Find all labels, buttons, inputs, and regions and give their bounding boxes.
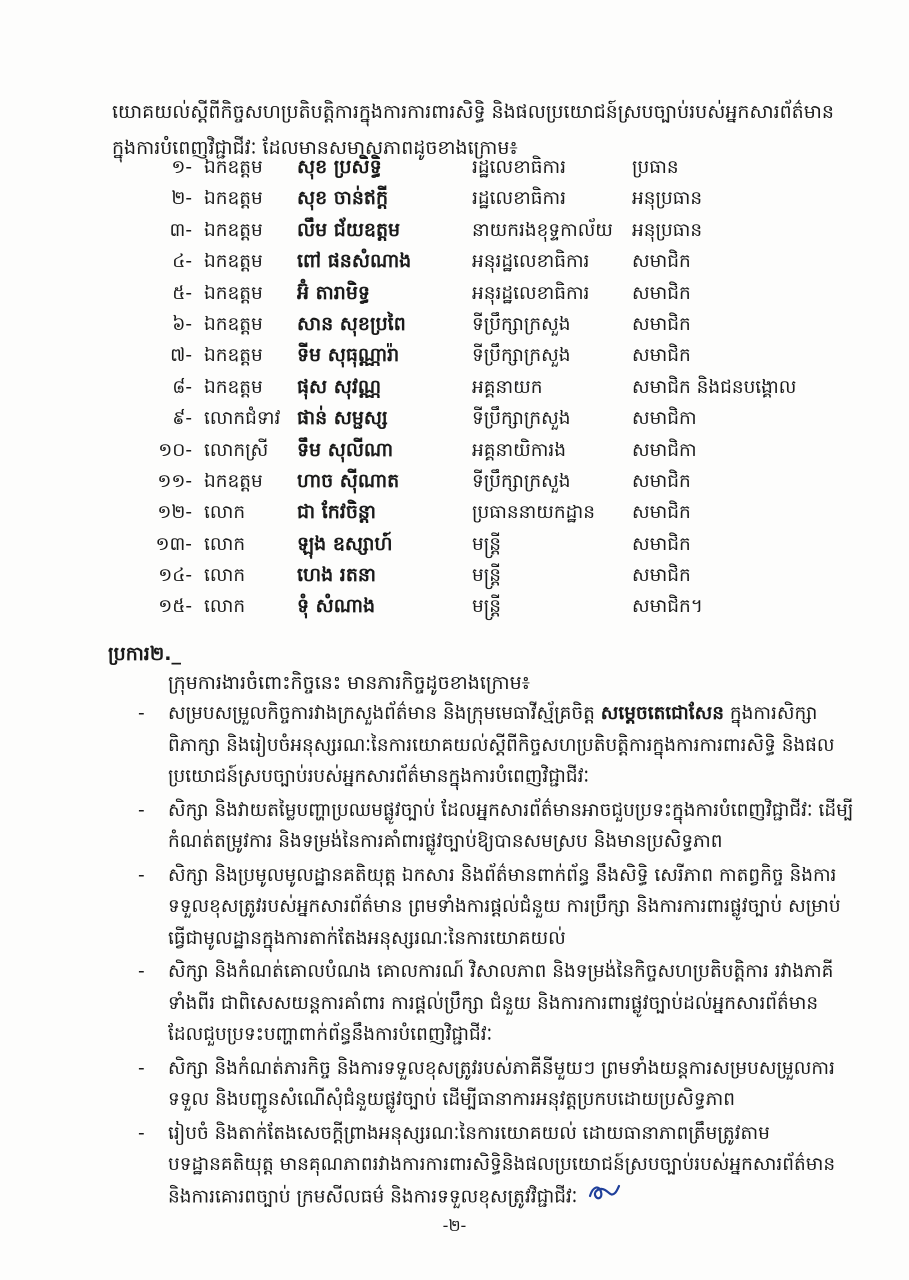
member-row — [112, 529, 872, 560]
member-role: សមាជិកា — [632, 439, 697, 461]
bullet-text: សិក្សា និងកំណត់គោលបំណង គោលការណ៍ វិសាលភាព និងទម្រង់នៃកិច្ចសហប្រតិបត្តិការ រវាងភាគីទាំងពីរ ជាពិសេសយន្តការគាំពារ ការផ្តល់ប្រឹក្សា ជំនួយ និងការការពារផ្លូវច្បាប់ដល់អ្នកសារព័ត៌មានដែលជួបប្រទះបញ្ហាពាក់ព័ន្ធនឹងការបំពេញវិជ្ជាជីវៈ — [168, 961, 834, 1045]
member-position: មន្ត្រី — [472, 533, 501, 555]
member-list — [112, 152, 872, 623]
bullet-dash: - — [138, 799, 145, 821]
list-item — [138, 795, 858, 858]
list-item — [138, 1053, 858, 1116]
member-name: ហាច ស៊ីណាត — [297, 469, 400, 492]
section-heading: ប្រការ២._ — [108, 643, 181, 665]
handwritten-initials — [587, 1181, 621, 1214]
member-name: ផុស សុវណ្ណ — [297, 375, 382, 398]
member-role: អនុប្រធាន — [632, 188, 703, 210]
member-number: ៥- — [172, 282, 192, 304]
member-title: ឯកឧត្តម — [204, 157, 263, 178]
section-intro: ក្រុមការងារចំពោះកិច្ចនេះ មានភារកិច្ចដូចខាងក្រោម៖ — [168, 672, 531, 694]
member-name: ផាន់ សម្ផស្ស — [297, 407, 388, 430]
member-row — [112, 435, 872, 466]
member-number: ១- — [171, 157, 192, 178]
bullet-text: សិក្សា និងប្រមូលមូលដ្ឋានគតិយុត្ត ឯកសារ និងព័ត៌មានពាក់ព័ន្ធ នឹងសិទ្ធិ សេរីភាព កាតព្វកិច្ច និងការទទួលខុសត្រូវរបស់អ្នកសារព័ត៌មាន ព្រមទាំងការផ្តល់ជំនួយ ការប្រឹក្សា និងការការពារផ្លូវច្បាប់ សម្រាប់ធ្វើជាមូលដ្ឋានក្នុងការតាក់តែងអនុស្សរណៈនៃការយោគយល់ — [168, 864, 841, 949]
member-position: អនុរដ្ឋលេខាធិការ — [472, 251, 590, 273]
member-name: ទីម សុធុណ្ណារ៉ា — [297, 344, 400, 367]
bullet-text: សិក្សា និងកំណត់ភារកិច្ច និងការទទួលខុសត្រូវរបស់ភាគីនីមួយៗ ព្រមទាំងយន្តការសម្របសម្រួលការទទួល និងបញ្ជូនសំណើសុំជំនួយផ្លូវច្បាប់ ដើម្បីធានាការអនុវត្តប្រកបដោយប្រសិទ្ធភាព — [168, 1057, 835, 1110]
member-name: អ៊ំ តារាមិទ្ធ — [297, 281, 370, 304]
member-role: ប្រធាន — [632, 157, 679, 178]
member-title: ឯកឧត្តម — [204, 313, 263, 335]
member-number: ៧- — [170, 345, 192, 367]
member-number: ១៣- — [155, 533, 192, 555]
member-number: ១៥- — [158, 596, 192, 618]
page-number: -២- — [442, 1216, 467, 1235]
member-role: សមាជិក — [632, 345, 691, 367]
member-name: សុខ ប្រសិទ្ធិ — [297, 156, 382, 178]
bullet-dash: - — [138, 864, 145, 886]
member-name: ជា កែវចិន្តា — [297, 501, 376, 524]
member-role: សមាជិក — [632, 502, 691, 524]
bullet-dash: - — [138, 1057, 145, 1079]
member-row — [112, 152, 872, 183]
member-title: លោកស្រី — [204, 439, 269, 461]
bullet-dash: - — [138, 1122, 145, 1144]
member-title: ឯកឧត្តម — [204, 282, 263, 304]
list-item — [138, 956, 858, 1051]
member-title: ឯកឧត្តម — [204, 251, 263, 273]
member-position: ប្រធាននាយកដ្ឋាន — [472, 502, 595, 524]
member-title: លោក — [204, 502, 246, 524]
intro-paragraph: យោគយល់ស្តីពីកិច្ចសហប្រតិបត្តិការក្នុងការការពារសិទ្ធិ និងផលប្រយោជន៍ស្របច្បាប់របស់អ្នកសារព័ត៌មានក្នុងការបំពេញវិជ្ជាជីវៈ ដែលមានសមាសភាពដូចខាងក្រោម៖ — [112, 101, 834, 159]
list-item — [138, 860, 858, 955]
member-row — [112, 372, 872, 403]
member-number: ១១- — [157, 470, 192, 492]
member-number: ៤- — [172, 251, 192, 273]
member-position: ទីប្រឹក្សាក្រសួង — [472, 470, 571, 492]
member-row — [112, 403, 872, 434]
member-number: ១០- — [158, 439, 192, 461]
member-role: សមាជិក — [632, 282, 691, 304]
member-name: សុខ ចាន់ឥក្តី — [297, 187, 389, 210]
member-title: ឯកឧត្តម — [204, 470, 263, 492]
member-number: ៣- — [169, 219, 192, 241]
member-role: សមាជិក និងជនបង្គោល — [632, 376, 797, 398]
member-row — [112, 246, 872, 277]
member-name: ទឹម សុលីណា — [297, 438, 394, 461]
member-role: សមាជិក — [632, 533, 691, 555]
bullet-text-end: ក្នុងការសិក្សា ពិភាក្សា និងរៀបចំអនុស្សរណៈនៃការយោគយល់ស្តីពីកិច្ចសហប្រតិបត្តិការក្នុងការការពារសិទ្ធិ និងផលប្រយោជន៍ស្របច្បាប់របស់អ្នកសារព័ត៌មានក្នុងការបំពេញវិជ្ជាជីវៈ — [168, 703, 835, 787]
member-row — [112, 340, 872, 371]
list-item — [138, 1118, 858, 1214]
member-number: ១៤- — [158, 565, 192, 587]
member-row — [112, 183, 872, 214]
member-title: លោកជំទាវ — [204, 408, 281, 430]
member-position: អគ្គនាយិការង — [472, 439, 566, 461]
member-title: លោក — [204, 596, 246, 618]
bullet-text: សិក្សា និងវាយតម្លៃបញ្ហាប្រឈមផ្លូវច្បាប់ ដែលអ្នកសារព័ត៌មានអាចជួបប្រទះក្នុងការបំពេញវិជ្ជាជីវៈ ដើម្បីកំណត់តម្រូវការ និងទម្រង់នៃការគាំពារផ្លូវច្បាប់ឱ្យបានសមស្រប និងមានប្រសិទ្ធភាព — [168, 799, 854, 852]
member-name: លឹម ជ័យឧត្តម — [297, 218, 401, 241]
member-name: ឡុង ឧស្សាហ៍ — [297, 532, 393, 555]
member-position: ទីប្រឹក្សាក្រសួង — [472, 408, 571, 430]
member-title: ឯកឧត្តម — [204, 188, 263, 210]
member-name: សាន សុខប្រពៃ — [297, 312, 406, 335]
member-title: ឯកឧត្តម — [204, 376, 263, 398]
member-position: អគ្គនាយក — [472, 376, 543, 398]
member-number: ៨- — [172, 376, 192, 398]
member-role: សមាជិក — [632, 251, 691, 273]
member-row — [112, 591, 872, 622]
member-position: ទីប្រឹក្សាក្រសួង — [472, 345, 571, 367]
member-row — [112, 278, 872, 309]
member-position: អនុរដ្ឋលេខាធិការ — [472, 282, 590, 304]
member-name: ហេង រតនា — [297, 564, 376, 587]
member-role: សមាជិក — [632, 470, 691, 492]
member-name: ពៅ ផនសំណាង — [297, 250, 412, 273]
duty-list — [138, 698, 858, 1215]
member-row — [112, 560, 872, 591]
member-title: ឯកឧត្តម — [204, 345, 263, 367]
bullet-dash: - — [138, 703, 145, 724]
member-title: ឯកឧត្តម — [204, 219, 263, 241]
member-position: រដ្ឋលេខាធិការ — [472, 157, 566, 178]
member-number: ៦- — [172, 313, 192, 335]
member-title: លោក — [204, 533, 246, 555]
member-number: ២- — [171, 188, 192, 210]
member-position: មន្ត្រី — [472, 565, 501, 587]
member-row — [112, 497, 872, 528]
member-number: ៩- — [172, 408, 192, 430]
member-name: ទុំ សំណាង — [297, 595, 376, 618]
list-item — [138, 698, 858, 793]
member-position: នាយករងខុទ្ទកាល័យ — [472, 219, 613, 241]
member-position: ទីប្រឹក្សាក្រសួង — [472, 313, 571, 335]
member-number: ១២- — [157, 502, 192, 524]
member-row — [112, 309, 872, 340]
member-row — [112, 466, 872, 497]
member-title: លោក — [204, 565, 246, 587]
member-position: មន្ត្រី — [472, 596, 501, 618]
member-role: សមាជិក — [632, 313, 691, 335]
member-position: រដ្ឋលេខាធិការ — [472, 188, 566, 210]
bullet-text: រៀបចំ និងតាក់តែងសេចក្តីព្រាងអនុស្សរណៈនៃការយោគយល់ ដោយធានាភាពត្រឹមត្រូវតាមបទដ្ឋានគតិយុត្ត មានគុណភាពរវាងការការពារសិទ្ធិនិងផលប្រយោជន៍ស្របច្បាប់របស់អ្នកសារព័ត៌មាន និងការគោរពច្បាប់ ក្រមសីលធម៌ និងការទទួលខុសត្រូវវិជ្ជាជីវៈ — [168, 1122, 836, 1207]
member-role: សមាជិក — [632, 565, 691, 587]
member-role: សមាជិក។ — [632, 596, 703, 618]
bullet-text: សម្របសម្រួលកិច្ចការវាងក្រសួងព័ត៌មាន និងក្រុមមេធាវីស្ម័គ្រចិត្ត — [168, 703, 601, 724]
member-role: អនុប្រធាន — [632, 219, 703, 241]
bullet-dash: - — [138, 961, 145, 982]
member-row — [112, 215, 872, 246]
bullet-text-bold: សម្តេចតេជោសែន — [600, 703, 725, 724]
member-role: សមាជិកា — [632, 408, 697, 430]
